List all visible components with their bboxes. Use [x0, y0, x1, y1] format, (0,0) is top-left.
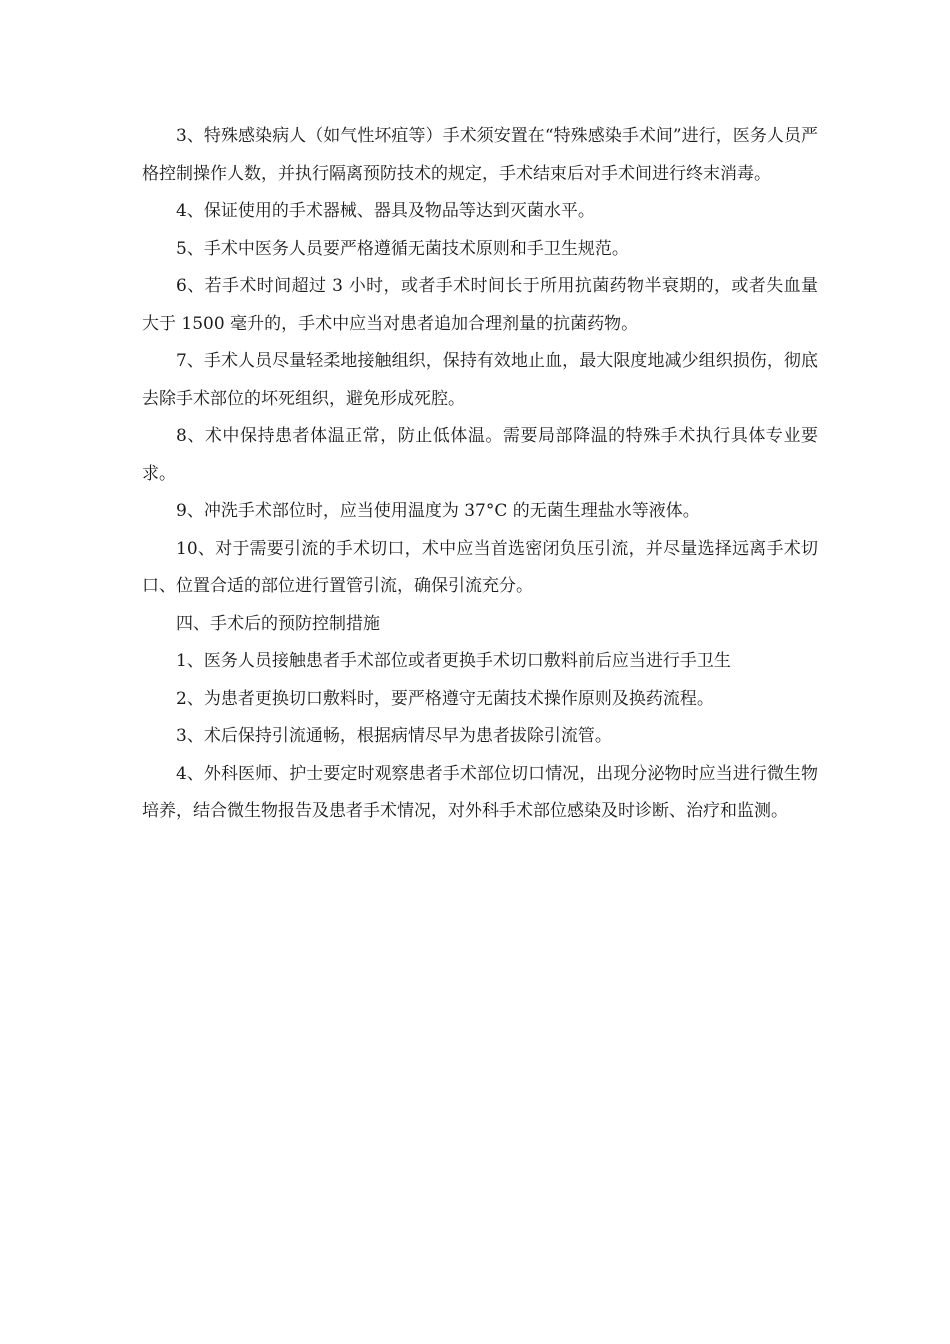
paragraph-hand-hygiene: 1、医务人员接触患者手术部位或者更换手术切口敷料前后应当进行手卫生	[176, 651, 731, 671]
paragraph-body-temperature: 8、术中保持患者体温正常，防止低体温。需要局部降温的特殊手术执行具体专业要求。	[142, 426, 818, 484]
paragraph-drainage-removal: 3、术后保持引流通畅，根据病情尽早为患者拔除引流管。	[176, 726, 612, 746]
paragraph-special-infection: 3、特殊感染病人（如气性坏疽等）手术须安置在“特殊感染手术间”进行，医务人员严格控制操作人数，并执行隔离预防技术的规定，手术结束后对手术间进行终末消毒。	[142, 126, 818, 184]
document-body	[142, 118, 818, 831]
paragraph-antibiotic-dose: 6、若手术时间超过 3 小时，或者手术时间长于所用抗菌药物半衰期的，或者失血量大于 1500 毫升的，手术中应当对患者追加合理剂量的抗菌药物。	[142, 276, 818, 334]
paragraph-aseptic-technique: 5、手术中医务人员要严格遵循无菌技术原则和手卫生规范。	[176, 238, 629, 259]
paragraph-drainage: 10、对于需要引流的手术切口，术中应当首选密闭负压引流，并尽量选择远离手术切口、位置合适的部位进行置管引流，确保引流充分。	[142, 538, 818, 596]
paragraph-monitoring: 4、外科医师、护士要定时观察患者手术部位切口情况，出现分泌物时应当进行微生物培养，结合微生物报告及患者手术情况，对外科手术部位感染及时诊断、治疗和监测。	[142, 763, 818, 821]
paragraph-irrigation: 9、冲洗手术部位时，应当使用温度为 37°C 的无菌生理盐水等液体。	[176, 501, 700, 521]
section-heading-postoperative: 四、手术后的预防控制措施	[176, 613, 380, 634]
paragraph-sterilization: 4、保证使用的手术器械、器具及物品等达到灭菌水平。	[176, 201, 595, 221]
paragraph-tissue-handling: 7、手术人员尽量轻柔地接触组织，保持有效地止血，最大限度地减少组织损伤，彻底去除手术部位的坏死组织，避免形成死腔。	[142, 351, 818, 409]
paragraph-dressing-change: 2、为患者更换切口敷料时，要严格遵守无菌技术操作原则及换药流程。	[176, 688, 714, 709]
